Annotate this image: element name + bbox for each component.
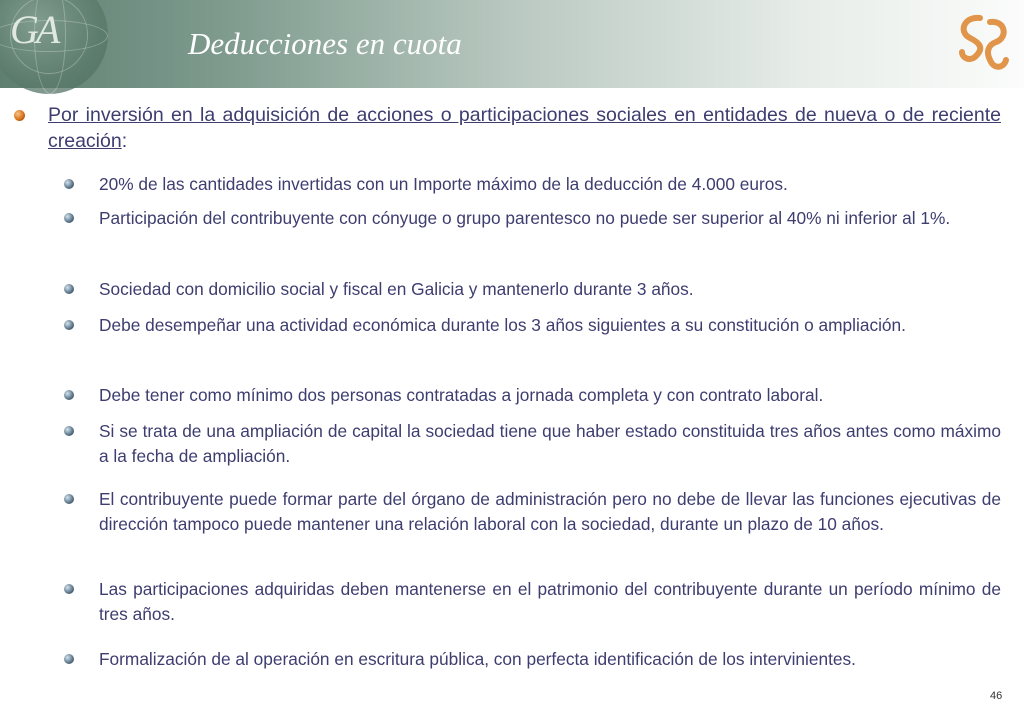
sub-bullet-icon (64, 426, 74, 436)
sub-bullet-icon (64, 213, 74, 223)
list-item: Las participaciones adquiridas deben mantenerse en el patrimonio del contribuyente durante un período mínimo de tres años. (99, 579, 1001, 624)
list-item: Participación del contribuyente con cónyuge o grupo parentesco no puede ser superior al 40% ni inferior al 1%. (99, 208, 951, 228)
list-item: Sociedad con domicilio social y fiscal en Galicia y mantenerlo durante 3 años. (99, 279, 694, 299)
list-item: El contribuyente puede formar parte del órgano de administración pero no debe de llevar las funciones ejecutivas de dirección tampoco puede mantener una relación laboral con la sociedad, durante un plazo de 10 años. (99, 489, 1001, 534)
list-item: Debe tener como mínimo dos personas contratadas a jornada completa y con contrato laboral. (99, 385, 824, 405)
slide-title: Deducciones en cuota (188, 26, 462, 61)
sub-bullet-icon (64, 494, 74, 504)
sub-bullet-icon (64, 654, 74, 664)
list-item: Si se trata de una ampliación de capital la sociedad tiene que haber estado constituida tres años antes como máximo a la fecha de ampliación. (99, 421, 1001, 466)
page-number: 46 (990, 690, 1003, 702)
list-item: Formalización de al operación en escritura pública, con perfecta identificación de los intervinientes. (99, 649, 856, 669)
sub-bullet-icon (64, 179, 74, 189)
header-banner (0, 0, 1024, 88)
list-item: Debe desempeñar una actividad económica durante los 3 años siguientes a su constitución o ampliación. (99, 315, 906, 335)
lead-suffix: : (121, 130, 128, 152)
sub-bullet-icon (64, 284, 74, 294)
sg-logo (950, 12, 1014, 78)
lead-underlined-text: Por inversión en la adquisición de acciones o participaciones sociales en entidades de nueva o de reciente creación (48, 104, 1001, 152)
list-item: 20% de las cantidades invertidas con un Importe máximo de la deducción de 4.000 euros. (99, 174, 788, 194)
sub-bullet-icon (64, 584, 74, 594)
sub-bullet-icon (64, 390, 74, 400)
lead-paragraph (48, 102, 1001, 154)
ga-logo: GA (10, 7, 58, 52)
orange-bullet-icon (14, 110, 25, 121)
sub-bullet-icon (64, 320, 74, 330)
